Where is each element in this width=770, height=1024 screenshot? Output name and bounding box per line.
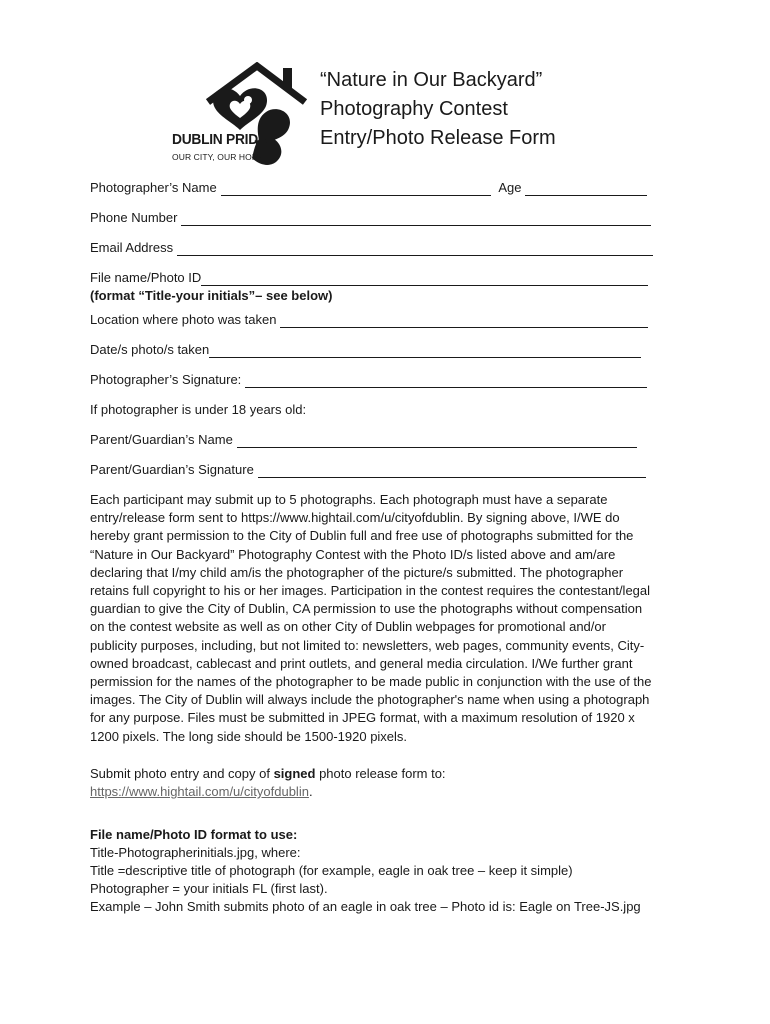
phone-label: Phone Number (90, 210, 178, 225)
submit-prefix: Submit photo entry and copy of (90, 766, 274, 781)
file-name-label: File name/Photo ID (90, 270, 202, 285)
file-name-note: (format “Title-your initials”– see below) (90, 288, 333, 303)
guardian-signature-row (90, 462, 646, 478)
guardian-name-line[interactable] (237, 435, 637, 448)
release-terms-paragraph: Each participant may submit up to 5 photographs. Each photograph must have a separate entry/release form sent to https://www.hightail.com/u/cityofdublin. By signing above, I/WE do hereby grant permission to the City of Dublin full and free use of photographs submitted for the “Nature in Our Backyard” Photography Contest with the Photo ID/s listed above and am/are declaring that I/my child am/is the photographer of the picture/s submitted. The photographer retains full copyright to his or her images. Participation in the contest requires the contestant/legal guardian to give the City of Dublin, CA permission to use the photographs without compensation on the contest website as well as on other City of Dublin webpages for promotional and/or publicity purposes, including, but not limited to: newsletters, web pages, community events, City- owned broadcast, cablecast and print outlets, and general media circulation. I/We further grant permission for the names of the photographer to be made public in conjunction with the use of the images. The City of Dublin will always include the photographer's name when using a photograph for any purpose. Files must be submitted in JPEG format, with a maximum resolution of 1920 x 1200 pixels. The long side should be 1500-1920 pixels. (90, 492, 652, 744)
phone-line[interactable] (181, 213, 651, 226)
location-row (90, 312, 648, 328)
submit-bold: signed (273, 766, 316, 781)
format-line-1: Title-Photographerinitials.jpg, where: (90, 845, 301, 860)
photographer-name-label: Photographer’s Name (90, 180, 217, 195)
format-heading: File name/Photo ID format to use: (90, 827, 298, 842)
submit-instructions (90, 765, 446, 801)
file-format-section (90, 826, 641, 916)
email-row (90, 240, 653, 256)
signature-row (90, 372, 647, 388)
photographer-name-line[interactable] (221, 183, 491, 196)
location-line[interactable] (280, 315, 648, 328)
form-title (320, 66, 556, 153)
link-suffix: . (308, 784, 313, 799)
email-label: Email Address (90, 240, 174, 255)
dates-label: Date/s photo/s taken (90, 342, 210, 357)
guardian-signature-line[interactable] (258, 465, 646, 478)
title-line-3: Entry/Photo Release Form (320, 127, 556, 149)
format-line-3: Photographer = your initials FL (first last). (90, 881, 328, 896)
guardian-name-label: Parent/Guardian’s Name (90, 432, 233, 447)
under-18-notice: If photographer is under 18 years old: (90, 402, 307, 417)
location-label: Location where photo was taken (90, 312, 277, 327)
age-label: Age (498, 180, 522, 195)
logo-tagline: OUR CITY, OUR HOME (172, 152, 265, 162)
title-line-1: “Nature in Our Backyard” (320, 69, 543, 91)
dates-line[interactable] (209, 345, 641, 358)
signature-label: Photographer’s Signature: (90, 372, 242, 387)
file-name-line[interactable] (201, 273, 648, 286)
title-line-2: Photography Contest (320, 98, 508, 120)
format-line-4: Example – John Smith submits photo of an eagle in oak tree – Photo id is: Eagle on Tree-JS.jpg (90, 899, 641, 914)
file-name-row (90, 270, 648, 286)
email-line[interactable] (177, 243, 653, 256)
guardian-signature-label: Parent/Guardian’s Signature (90, 462, 254, 477)
signature-line[interactable] (245, 375, 647, 388)
photographer-name-row (90, 180, 647, 196)
age-line[interactable] (525, 183, 647, 196)
logo-name: DUBLIN PRIDE (172, 131, 267, 148)
format-line-2: Title =descriptive title of photograph (for example, eagle in oak tree – keep it simple) (90, 863, 573, 878)
dates-row (90, 342, 641, 358)
hightail-link[interactable]: https://www.hightail.com/u/cityofdublin (90, 784, 309, 799)
submit-suffix: photo release form to: (315, 766, 446, 781)
phone-row (90, 210, 651, 226)
guardian-name-row (90, 432, 637, 448)
